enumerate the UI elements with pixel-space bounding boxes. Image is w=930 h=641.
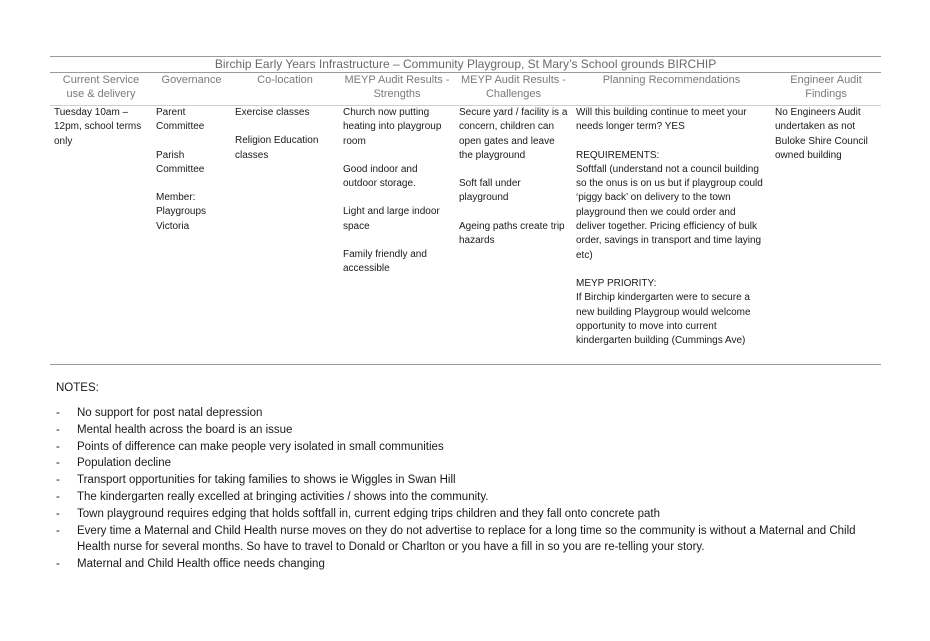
note-item — [56, 556, 886, 573]
bullet-dash: - — [56, 407, 60, 419]
note-text: Every time a Maternal and Child Health nurse moves on they do not advertise to replace for a long time so the community is without a Maternal and Child Health nurse for several months. So have to travel to Donald or Charlton or you have a fill in so you are re-telling your story. — [77, 524, 856, 554]
note-text: Maternal and Child Health office needs changing — [77, 558, 325, 571]
cell-paragraph: Soft fall under playground — [459, 178, 521, 204]
column-header: MEYP Audit Results - Challenges — [455, 73, 572, 106]
note-text: Mental health across the board is an issue — [77, 423, 293, 436]
cell-paragraph: No Engineers Audit undertaken as not Buloke Shire Council owned building — [775, 107, 868, 161]
column-header: MEYP Audit Results - Strengths — [339, 73, 455, 106]
note-text: Town playground requires edging that holds softfall in, current edging trips children and they fall onto concrete path — [77, 507, 661, 520]
note-text: No support for post natal depression — [77, 407, 263, 419]
cell-paragraph: Exercise classes — [235, 107, 310, 118]
column-header: Engineer Audit Findings — [771, 73, 881, 106]
cell-paragraph: MEYP PRIORITY: If Birchip kindergarten were to secure a new building Playgroup would welcome opportunity to move into current kindergarten building (Cummings Ave) — [576, 277, 751, 347]
table-title: Birchip Early Years Infrastructure – Community Playgroup, St Mary’s School grounds BIRCHIP — [50, 57, 881, 73]
cell-colocation — [231, 106, 339, 365]
cell-paragraph: Tuesday 10am – 12pm, school terms only — [54, 107, 142, 147]
cell-paragraph: Family friendly and accessible — [343, 249, 427, 275]
header-row — [50, 73, 881, 106]
column-header: Co-location — [231, 73, 339, 106]
cell-paragraph: Parent Committee — [156, 107, 205, 133]
note-item — [56, 506, 886, 523]
cell-challenges — [455, 106, 572, 365]
cell-engineer — [771, 106, 881, 365]
column-header: Governance — [152, 73, 231, 106]
bullet-dash: - — [56, 423, 60, 436]
bullet-dash: - — [56, 524, 60, 537]
note-item — [56, 405, 886, 422]
note-text: The kindergarten really excelled at bringing activities / shows into the community. — [77, 490, 489, 503]
column-header: Current Service use & delivery — [50, 73, 152, 106]
bullet-dash: - — [56, 474, 60, 487]
note-item — [56, 489, 886, 506]
notes-title: NOTES: — [56, 382, 99, 394]
table-row — [50, 106, 881, 365]
cell-paragraph: Member: Playgroups Victoria — [156, 192, 207, 232]
cell-paragraph: Good indoor and outdoor storage. — [343, 163, 418, 190]
cell-planning — [572, 106, 771, 365]
cell-strengths — [339, 106, 455, 365]
infrastructure-table — [50, 56, 881, 365]
column-header: Planning Recommendations — [572, 73, 771, 106]
note-item — [56, 523, 886, 557]
cell-paragraph: REQUIREMENTS: Softfall (understand not a council building so the onus is on us but if playgroup could ‘piggy back’ on delivery to the town playground then we could order and deliver together. Pricing efficiency of bulk order, savings in transport and time laying etc) — [576, 149, 763, 261]
notes-list — [56, 405, 886, 573]
cell-paragraph: Will this building continue to meet your needs longer term? YES — [576, 107, 747, 133]
bullet-dash: - — [56, 490, 60, 503]
cell-governance — [152, 106, 231, 365]
bullet-dash: - — [56, 440, 60, 453]
cell-paragraph: Ageing paths create trip hazards — [459, 220, 565, 247]
bullet-dash: - — [56, 558, 60, 571]
cell-paragraph: Secure yard / facility is a concern, children can open gates and leave the playground — [459, 107, 568, 161]
bullet-dash: - — [56, 457, 60, 470]
note-item — [56, 422, 886, 439]
cell-service — [50, 106, 152, 365]
note-text: Points of difference can make people very isolated in small communities — [77, 440, 444, 453]
note-item — [56, 439, 886, 456]
note-item — [56, 455, 886, 472]
bullet-dash: - — [56, 507, 60, 520]
note-text: Population decline — [77, 457, 171, 470]
cell-paragraph: Parish Committee — [156, 149, 205, 175]
note-item — [56, 472, 886, 489]
cell-paragraph: Church now putting heating into playgroup room — [343, 107, 442, 147]
note-text: Transport opportunities for taking families to shows ie Wiggles in Swan Hill — [77, 474, 456, 487]
notes-section — [56, 381, 886, 573]
cell-paragraph: Religion Education classes — [235, 135, 319, 161]
cell-paragraph: Light and large indoor space — [343, 206, 440, 232]
